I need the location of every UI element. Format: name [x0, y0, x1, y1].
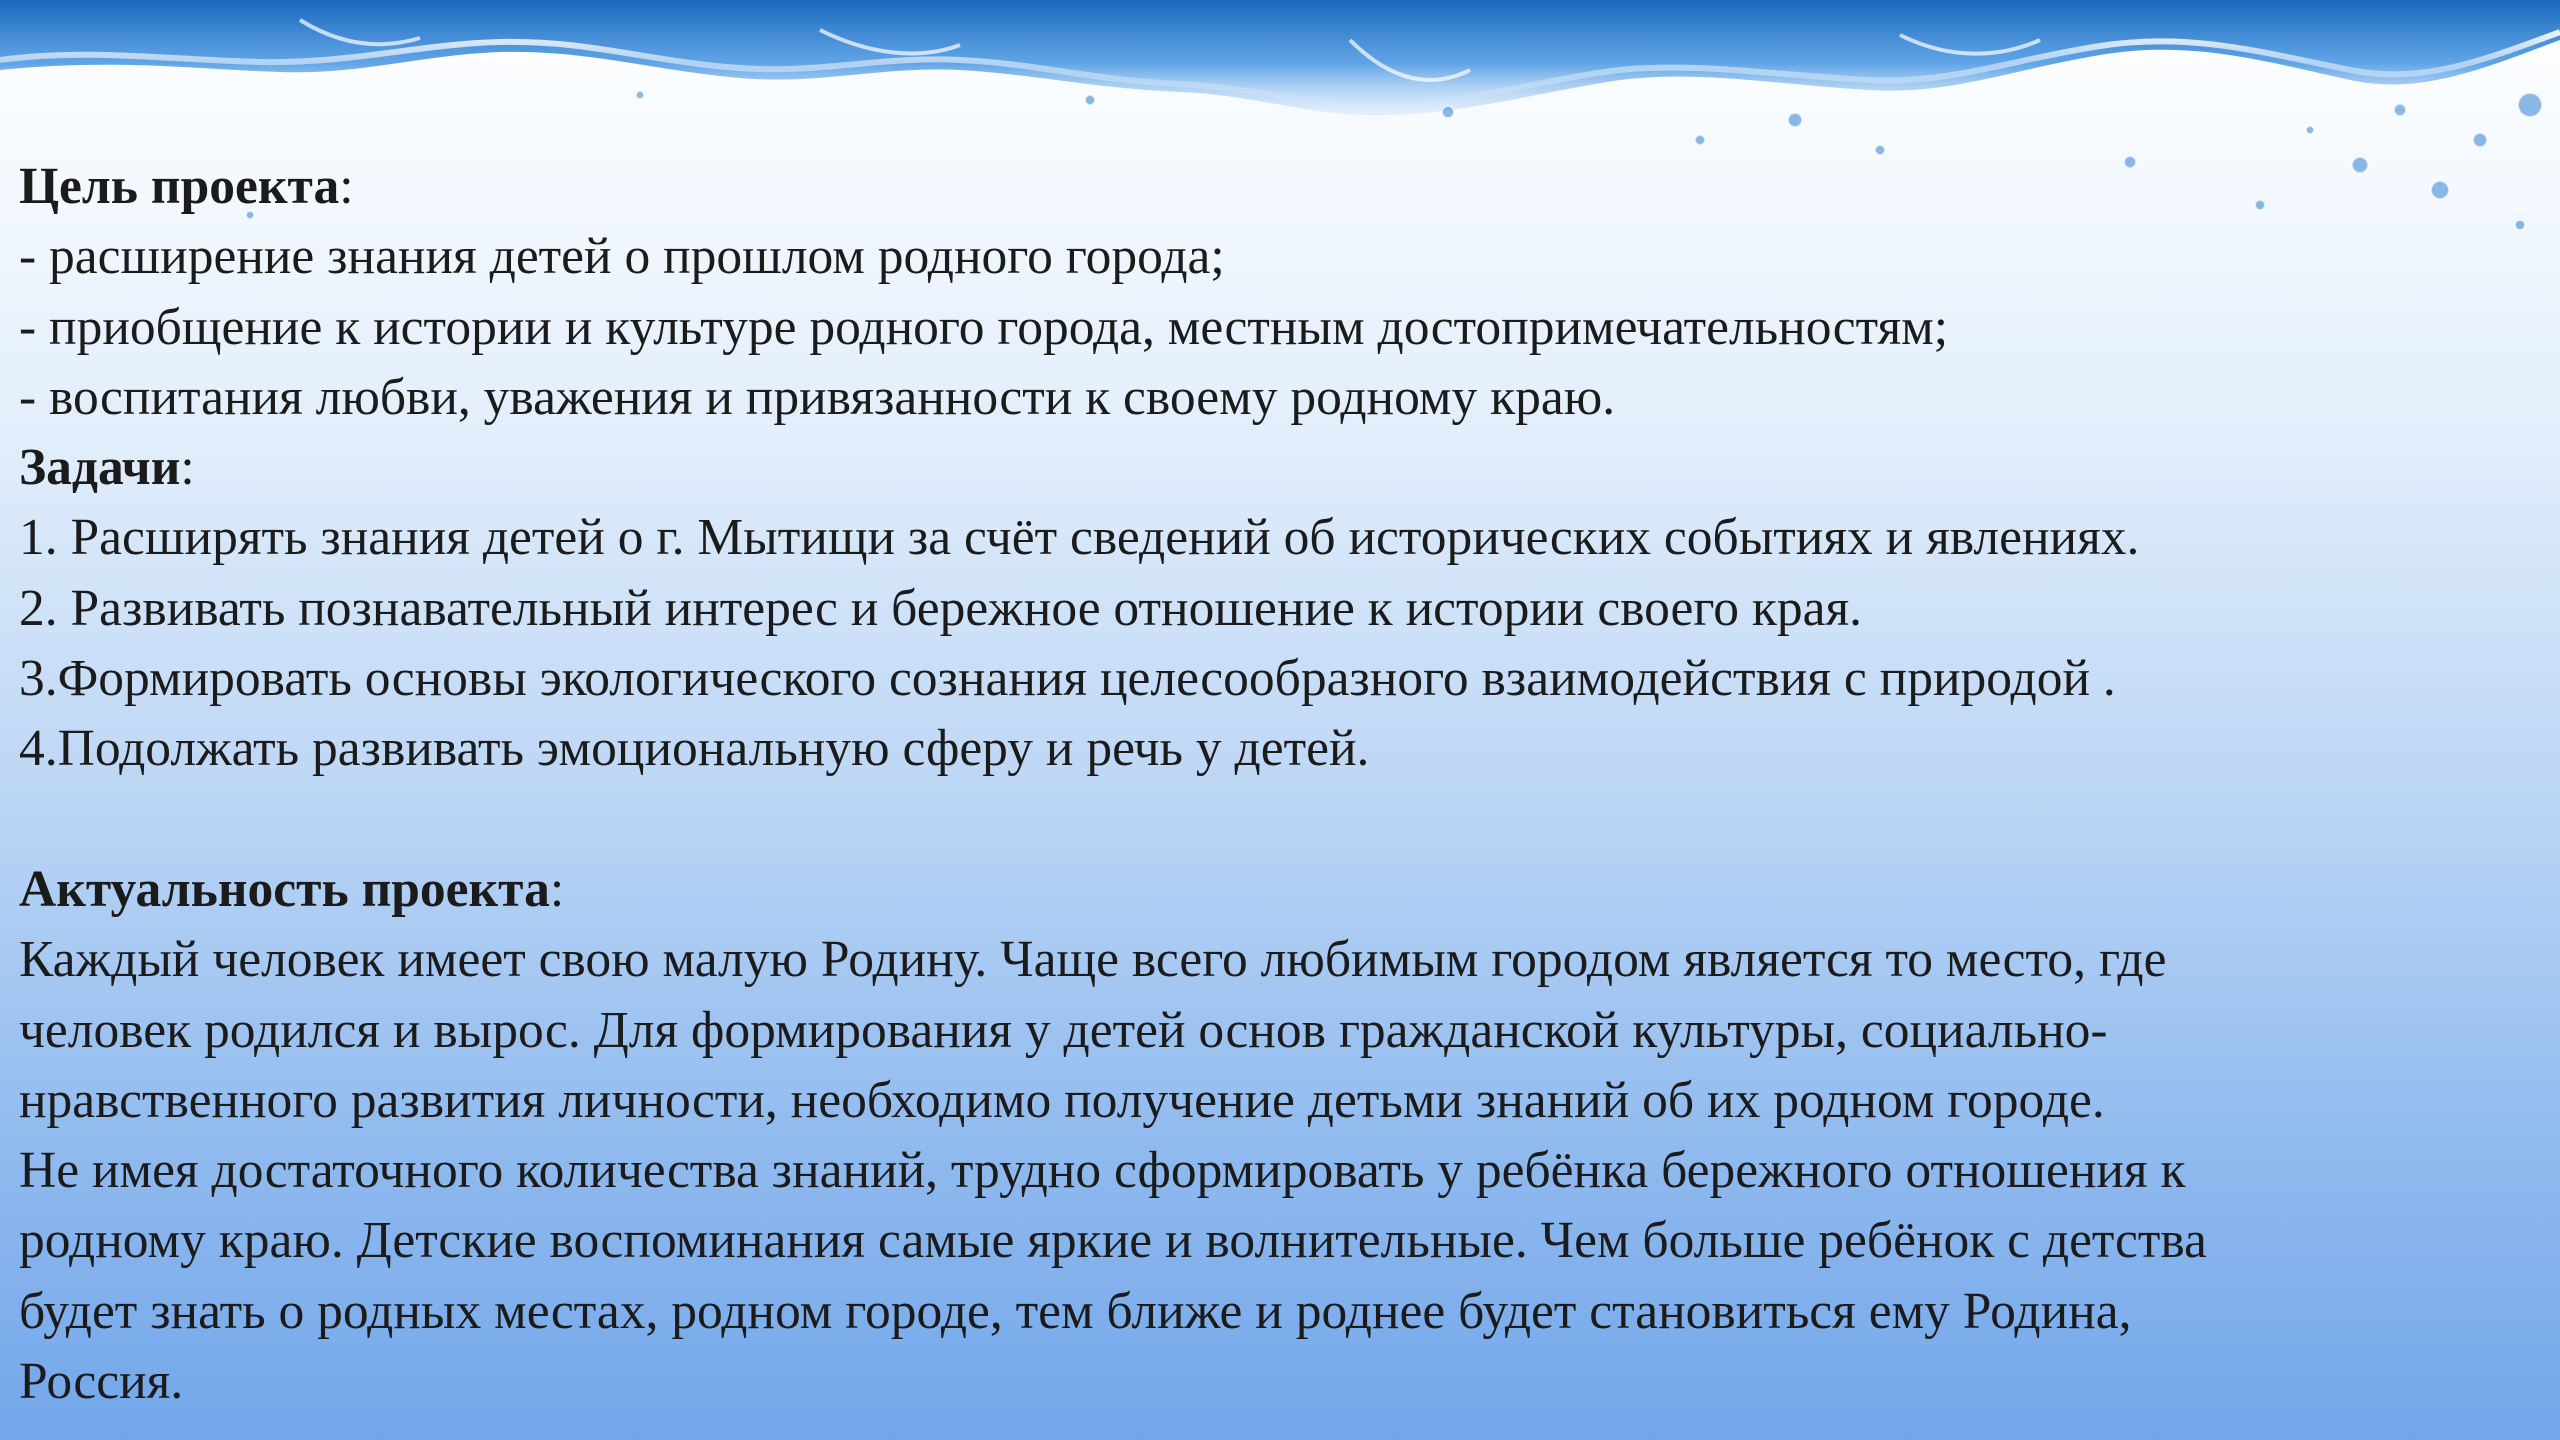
goal-heading-line: Цель проекта: — [19, 158, 354, 215]
tasks-heading-line: Задачи: — [19, 439, 195, 497]
task-item: 3.Формировать основы экологического сознания целесообразного взаимодействия с природой . — [19, 650, 2116, 708]
task-item: 1. Расширять знания детей о г. Мытищи за счёт сведений об исторических событиях и явлениях. — [19, 509, 2140, 567]
goal-item: - воспитания любви, уважения и привязанности к своему родному краю. — [19, 368, 1616, 426]
goal-item: - приобщение к истории и культуре родного города, местным достопримечательностям; — [19, 298, 1949, 356]
relevance-text-line: будет знать о родных местах, родном городе, тем ближе и роднее будет становиться ему Родина, — [19, 1282, 2132, 1340]
task-item: 4.Подолжать развивать эмоциональную сферу и речь у детей. — [19, 720, 1370, 778]
goal-item: - расширение знания детей о прошлом родного города; — [19, 228, 1225, 286]
task-item: 2. Развивать познавательный интерес и бережное отношение к истории своего края. — [19, 579, 1863, 637]
relevance-text-line: родному краю. Детские воспоминания самые яркие и волнительные. Чем больше ребёнок с детства — [19, 1212, 2207, 1270]
goal-heading: Цель проекта — [19, 158, 340, 215]
relevance-heading-line: Актуальность проекта: — [19, 860, 565, 918]
relevance-text-line: Россия. — [19, 1353, 184, 1411]
relevance-text-line: Каждый человек имеет свою малую Родину. Чаще всего любимым городом является то место, где — [19, 931, 2167, 989]
relevance-text-line: нравственного развития личности, необходимо получение детьми знаний об их родном городе. — [19, 1071, 2105, 1129]
relevance-heading: Актуальность проекта — [19, 860, 550, 918]
spacer — [19, 785, 2519, 855]
relevance-text-line: Не имея достаточного количества знаний, трудно сформировать у ребёнка бережного отношения к — [19, 1142, 2186, 1200]
slide-body — [19, 152, 2519, 1417]
tasks-heading: Задачи — [19, 439, 181, 497]
relevance-text-line: человек родился и вырос. Для формирования у детей основ гражданской культуры, социально- — [19, 1001, 2108, 1059]
